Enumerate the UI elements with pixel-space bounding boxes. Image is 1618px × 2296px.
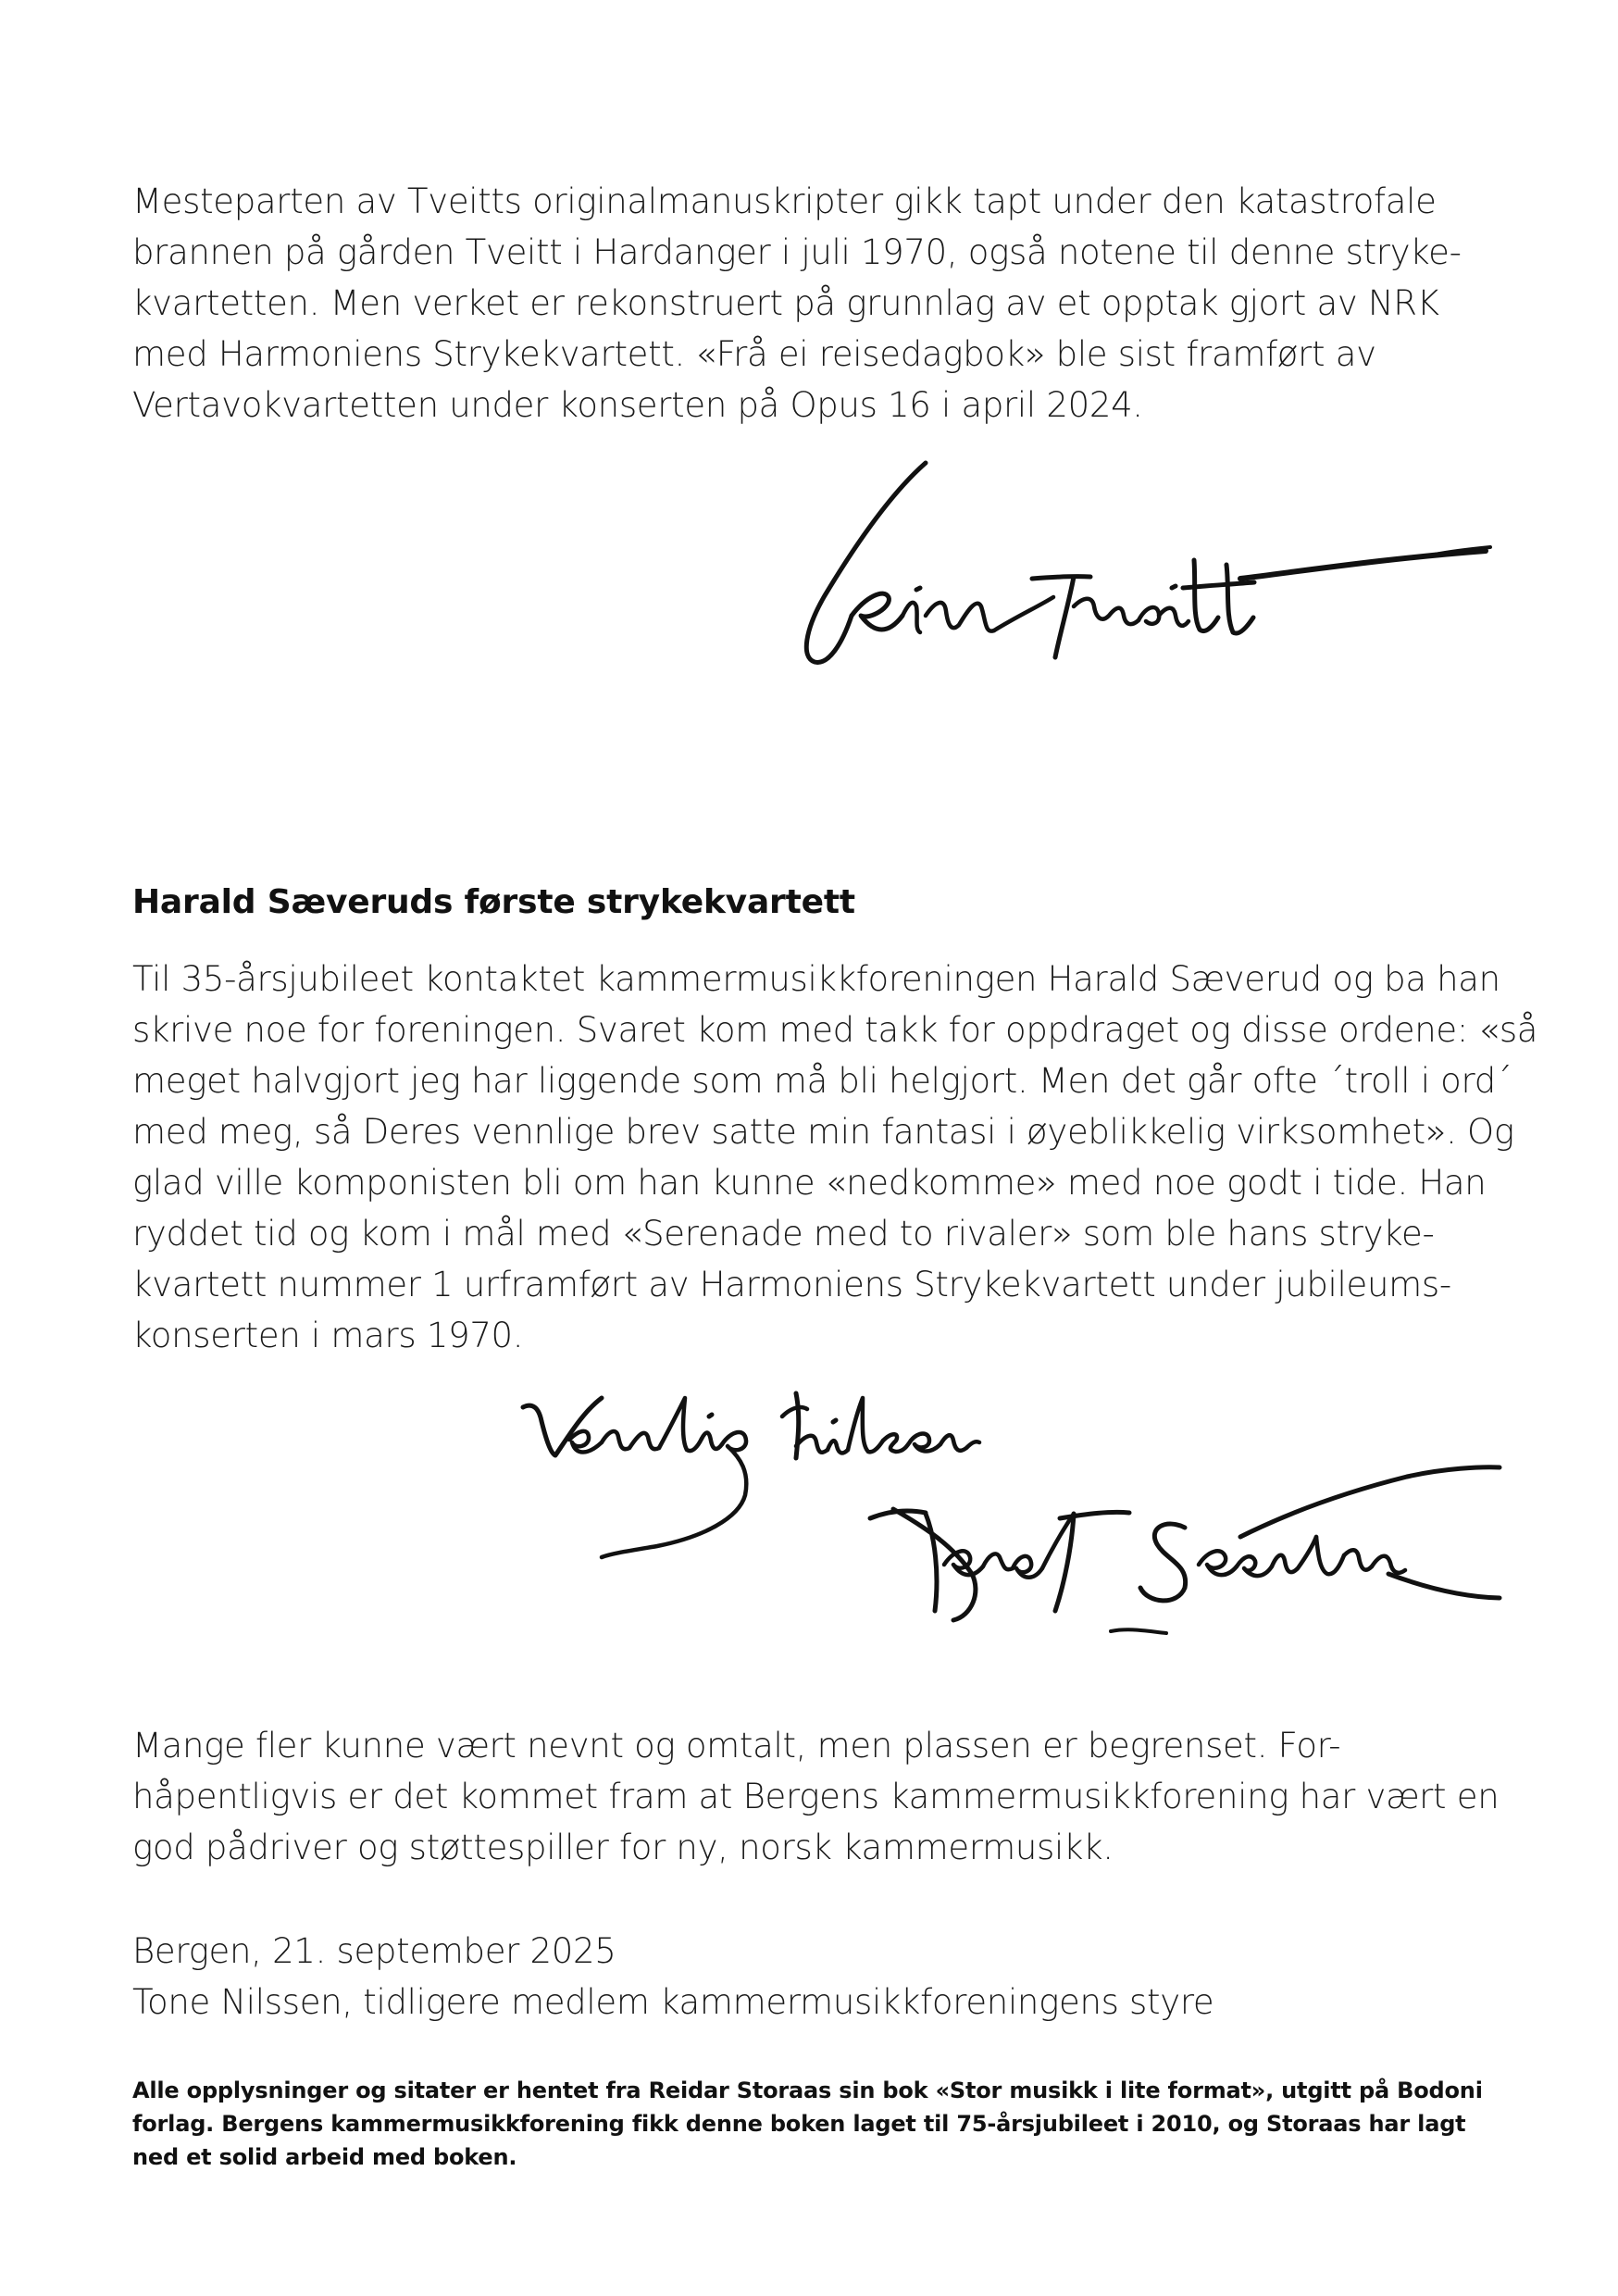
- paragraph-line: glad ville komponisten bli om han kunne «nedkomme» med noe godt i tide. Han: [132, 1163, 1487, 1203]
- paragraph-line: Vertavokvartetten under konserten på Opus 16 i april 2024.: [132, 385, 1143, 425]
- section-heading: Harald Sæveruds første strykekvartett: [132, 883, 855, 921]
- tveitt-paragraph: [132, 176, 1502, 430]
- paragraph-line: håpentligvis er det kommet fram at Bergens kammermusikkforening har vært en: [132, 1777, 1500, 1816]
- paragraph-line: med meg, så Deres vennlige brev satte min fantasi i øyeblikkelig virksomhet». Og: [132, 1112, 1514, 1152]
- paragraph-line: med Harmoniens Strykekvartett. «Frå ei reisedagbok» ble sist framført av: [132, 334, 1376, 374]
- footnote-line: forlag. Bergens kammermusikkforening fikk denne boken laget til 75-årsjubileet i 2010, og Storaas har lagt: [132, 2111, 1466, 2137]
- footnote-line: ned et solid arbeid med boken.: [132, 2144, 517, 2170]
- paragraph-line: god pådriver og støttespiller for ny, norsk kammermusikk.: [132, 1828, 1114, 1867]
- signoff: [132, 1926, 1502, 2028]
- saeverud-signature: [518, 1389, 1518, 1648]
- paragraph-line: ryddet tid og kom i mål med «Serenade med to rivaler» som ble hans stryke-: [132, 1214, 1435, 1254]
- paragraph-line: konserten i mars 1970.: [132, 1316, 524, 1355]
- footnote-line: Alle opplysninger og sitater er hentet fra Reidar Storaas sin bok «Stor musikk i lite format», utgitt på Bodoni: [132, 2078, 1483, 2103]
- closing-paragraph: [132, 1720, 1502, 1873]
- paragraph-line: brannen på gården Tveitt i Hardanger i juli 1970, også notene til denne stryke-: [132, 232, 1462, 272]
- paragraph-line: Mange fler kunne vært nevnt og omtalt, men plassen er begrenset. For-: [132, 1726, 1341, 1766]
- author-line: Tone Nilssen, tidligere medlem kammermusikkforeningens styre: [132, 1982, 1214, 2022]
- place-date: Bergen, 21. september 2025: [132, 1931, 616, 1971]
- paragraph-line: skrive noe for foreningen. Svaret kom med takk for oppdraget og disse ordene: «så: [132, 1010, 1538, 1050]
- source-footnote: [132, 2074, 1502, 2174]
- tveitt-signature: [796, 458, 1500, 680]
- paragraph-line: Mesteparten av Tveitts originalmanuskripter gikk tapt under den katastrofale: [132, 181, 1437, 221]
- saeverud-paragraph: [132, 954, 1538, 1361]
- paragraph-line: meget halvgjort jeg har liggende som må bli helgjort. Men det går ofte ´troll i ord´: [132, 1061, 1512, 1101]
- paragraph-line: Til 35-årsjubileet kontaktet kammermusikkforeningen Harald Sæverud og ba han: [132, 959, 1500, 999]
- paragraph-line: kvartetten. Men verket er rekonstruert på grunnlag av et opptak gjort av NRK: [132, 283, 1439, 323]
- paragraph-line: kvartett nummer 1 urframført av Harmoniens Strykekvartett under jubileums-: [132, 1265, 1451, 1304]
